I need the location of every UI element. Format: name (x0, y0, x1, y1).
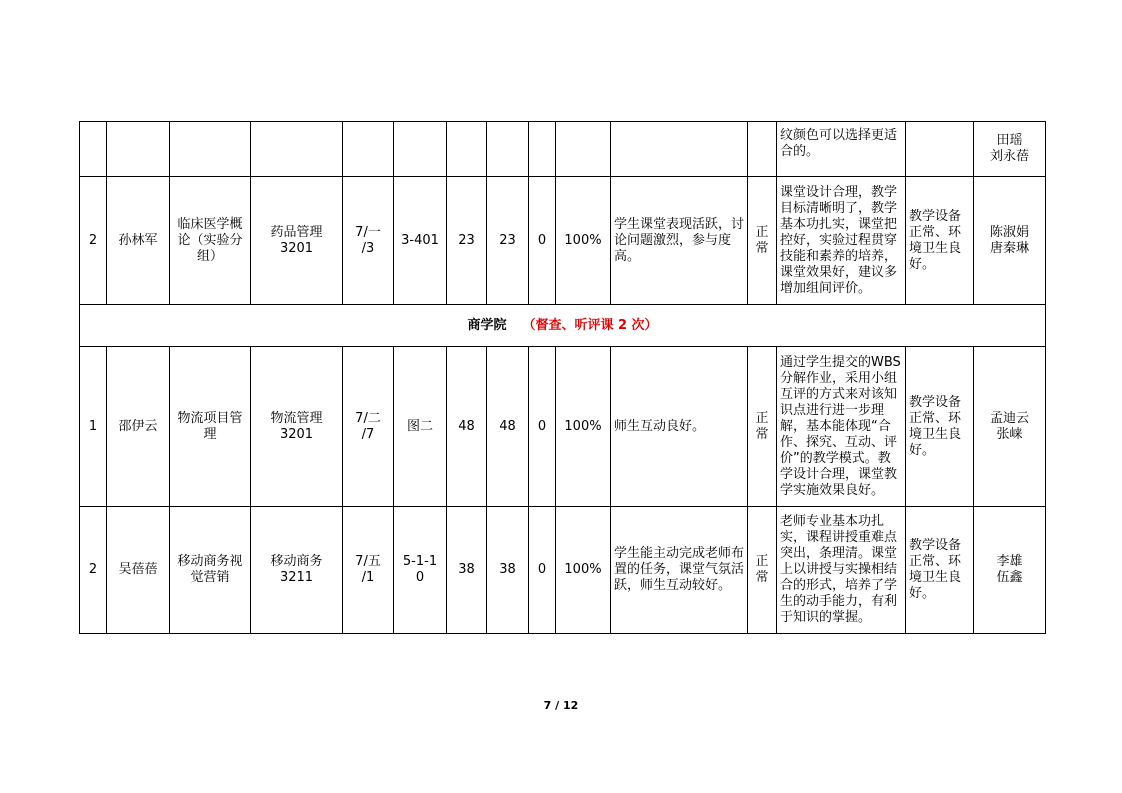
cell-environment: 教学设备正常、环境卫生良好。 (906, 177, 974, 305)
table-row (80, 122, 1046, 177)
cell-comment: 通过学生提交的WBS分解作业，采用小组互评的方式来对该知识点进行进一步理解，基本能体现“合作、探究、互动、评价”的教学模式。教学设计合理，课堂教学实施效果良好。 (777, 347, 906, 507)
cell-class: 药品管理3201 (251, 177, 343, 305)
cell-rate: 100% (556, 177, 611, 305)
cell-teacher: 孙林军 (107, 177, 170, 305)
cell-comment: 课堂设计合理，教学目标清晰明了，教学基本功扎实，课堂把控好，实验过程贯穿技能和素养的培养，课堂效果好，建议多增加组间评价。 (777, 177, 906, 305)
cell-expected: 38 (447, 507, 487, 634)
status-line: 正 (755, 554, 769, 569)
cell-teacher: 邵伊云 (107, 347, 170, 507)
page-number: 7 / 12 (543, 699, 579, 712)
cell-rate (556, 122, 611, 177)
section-name: 商学院 (467, 317, 507, 333)
cell-absent: 0 (529, 347, 556, 507)
time-line: 7/一 (355, 224, 381, 240)
cell-course: 物流项目管理 (170, 347, 251, 507)
cell-no (80, 122, 107, 177)
cell-course: 临床医学概论（实验分组） (170, 177, 251, 305)
cell-actual (487, 122, 529, 177)
cell-situation: 师生互动良好。 (611, 347, 748, 507)
cell-absent: 0 (529, 177, 556, 305)
status-line: 正 (755, 410, 769, 426)
cell-environment: 教学设备正常、环境卫生良好。 (906, 507, 974, 634)
room-line: 0 (415, 570, 425, 585)
cell-class: 物流管理3201 (251, 347, 343, 507)
cell-environment: 教学设备正常、环境卫生良好。 (906, 347, 974, 507)
cell-actual: 23 (487, 177, 529, 305)
time-line: /3 (361, 240, 375, 256)
cell-observers (974, 507, 1046, 634)
observer-name: 伍鑫 (996, 570, 1023, 585)
comment-text: 老师专业基本功扎实，课程讲授重难点突出，条理清。课堂上以讲授与实操相结合的形式，培养了学生的动手能力，有利于知识的掌握。 (780, 514, 898, 625)
cell-time (343, 177, 394, 305)
section-note: （督查、听评课 2 次） (522, 317, 658, 333)
cell-time (343, 507, 394, 634)
status-line: 常 (755, 240, 769, 256)
cell-rate: 100% (556, 347, 611, 507)
cell-status (748, 347, 777, 507)
time-line: 7/五 (355, 554, 381, 569)
cell-observers (974, 347, 1046, 507)
cell-room: 3-401 (394, 177, 447, 305)
cell-actual: 48 (487, 347, 529, 507)
time-line: /1 (361, 570, 375, 585)
cell-room: 图二 (394, 347, 447, 507)
observer-name: 陈淑娟 (989, 224, 1029, 240)
comment-text: 纹颜色可以选择更适合的。 (780, 128, 898, 159)
cell-class: 移动商务3211 (251, 507, 343, 634)
room-line: 5-1-1 (402, 554, 438, 569)
cell-room (394, 507, 447, 634)
cell-absent: 0 (529, 507, 556, 634)
cell-absent (529, 122, 556, 177)
cell-course: 移动商务视觉营销 (170, 507, 251, 634)
cell-no: 2 (80, 177, 107, 305)
inspection-table (79, 121, 1046, 634)
observer-name: 李雄 (996, 554, 1023, 569)
observer-name: 刘永蓓 (989, 149, 1029, 164)
cell-time (343, 122, 394, 177)
cell-observers (974, 177, 1046, 305)
observer-name: 田瑶 (996, 133, 1023, 148)
time-line: /7 (361, 426, 375, 442)
cell-teacher: 吴蓓蓓 (107, 507, 170, 634)
status-line: 正 (755, 224, 769, 240)
status-line: 常 (755, 426, 769, 442)
cell-class (251, 122, 343, 177)
cell-status (748, 122, 777, 177)
cell-course (170, 122, 251, 177)
cell-comment (777, 507, 906, 634)
observer-name: 张崃 (996, 426, 1023, 442)
cell-teacher (107, 122, 170, 177)
status-line: 常 (755, 570, 769, 585)
observer-name: 孟迪云 (989, 410, 1029, 426)
cell-situation: 学生能主动完成老师布置的任务，课堂气氛活跃，师生互动较好。 (611, 507, 748, 634)
cell-room (394, 122, 447, 177)
cell-situation: 学生课堂表现活跃，讨论问题激烈，参与度高。 (611, 177, 748, 305)
cell-rate: 100% (556, 507, 611, 634)
table-row (80, 507, 1046, 634)
cell-observers (974, 122, 1046, 177)
cell-status (748, 177, 777, 305)
time-line: 7/二 (355, 410, 381, 426)
cell-expected (447, 122, 487, 177)
cell-comment (777, 122, 906, 177)
section-header-row (80, 305, 1046, 347)
cell-status (748, 507, 777, 634)
cell-no: 2 (80, 507, 107, 634)
cell-expected: 48 (447, 347, 487, 507)
cell-environment (906, 122, 974, 177)
cell-expected: 23 (447, 177, 487, 305)
cell-actual: 38 (487, 507, 529, 634)
section-header (80, 305, 1046, 347)
cell-time (343, 347, 394, 507)
cell-no: 1 (80, 347, 107, 507)
observer-name: 唐秦琳 (989, 240, 1029, 256)
table-row (80, 347, 1046, 507)
cell-situation (611, 122, 748, 177)
table-row (80, 177, 1046, 305)
